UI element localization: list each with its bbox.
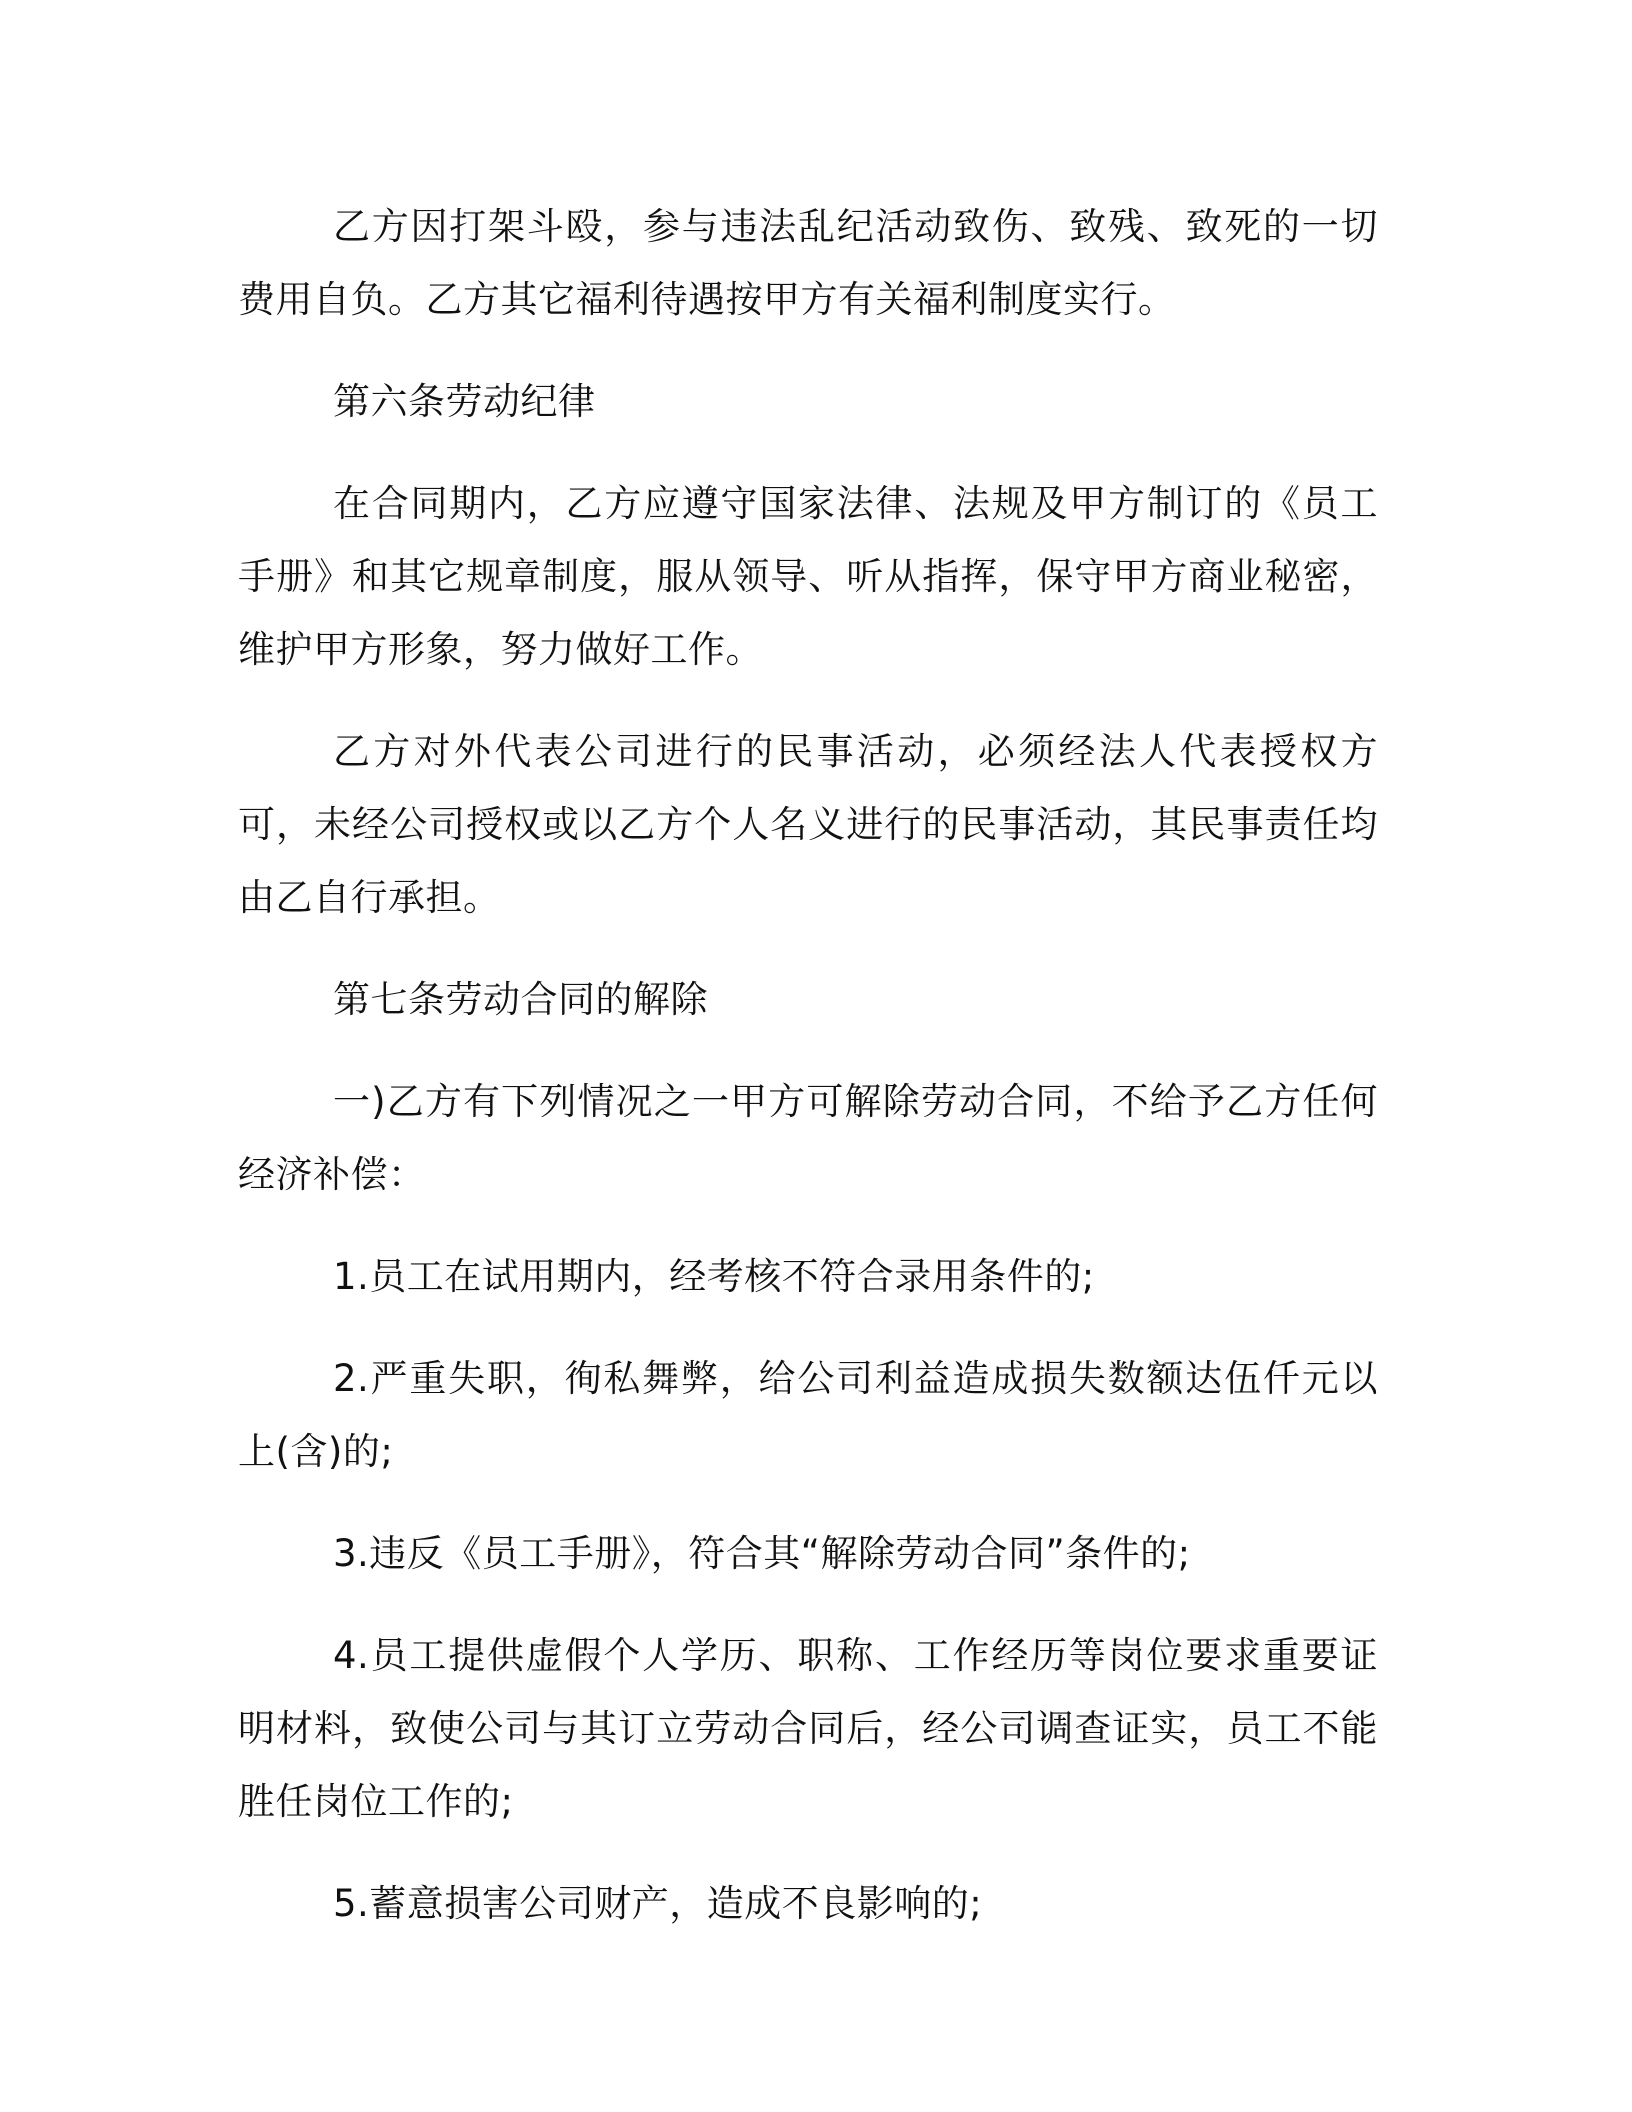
document-body xyxy=(238,190,1378,1969)
paragraph-welfare-expenses: 乙方因打架斗殴，参与违法乱纪活动致伤、致残、致死的一切费用自负。乙方其它福利待遇按甲方有关福利制度实行。 xyxy=(238,205,1378,321)
paragraph-civil-activities: 乙方对外代表公司进行的民事活动，必须经法人代表授权方可，未经公司授权或以乙方个人名义进行的民事活动，其民事责任均由乙自行承担。 xyxy=(238,730,1378,919)
list-item-5-property-damage: 5.蓄意损害公司财产，造成不良影响的; xyxy=(333,1882,983,1925)
paragraph-contract-period-obligations: 在合同期内，乙方应遵守国家法律、法规及甲方制订的《员工手册》和其它规章制度，服从领导、听从指挥，保守甲方商业秘密，维护甲方形象，努力做好工作。 xyxy=(238,482,1378,671)
paragraph-termination-conditions-intro: 一)乙方有下列情况之一甲方可解除劳动合同，不给予乙方任何经济补偿： xyxy=(238,1080,1378,1196)
heading-article-6-labor-discipline: 第六条劳动纪律 xyxy=(333,380,596,423)
list-item-3-handbook-violation: 3.违反《员工手册》，符合其“解除劳动合同”条件的; xyxy=(333,1532,1191,1575)
list-item-1-probation: 1.员工在试用期内，经考核不符合录用条件的; xyxy=(333,1255,1095,1298)
list-item-2-dereliction: 2.严重失职，徇私舞弊，给公司利益造成损失数额达伍仟元以上(含)的; xyxy=(238,1357,1378,1473)
list-item-4-false-credentials: 4.员工提供虚假个人学历、职称、工作经历等岗位要求重要证明材料，致使公司与其订立劳动合同后，经公司调查证实，员工不能胜任岗位工作的; xyxy=(238,1634,1378,1823)
heading-article-7-contract-termination: 第七条劳动合同的解除 xyxy=(333,978,708,1021)
